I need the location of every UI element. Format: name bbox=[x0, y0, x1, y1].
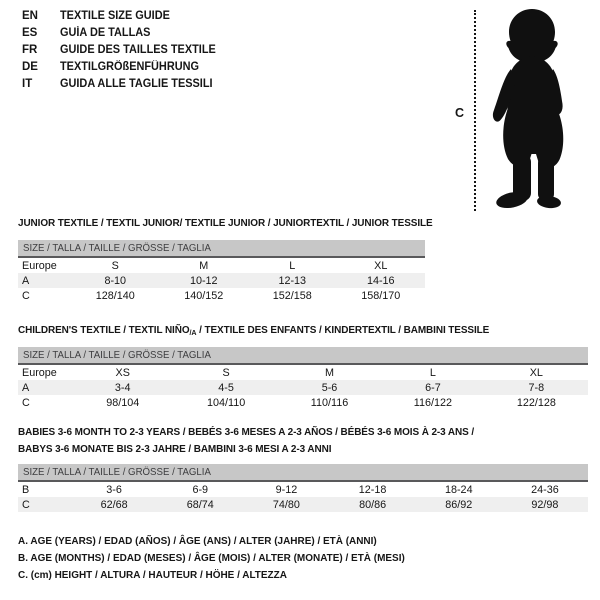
note-age-years: A. AGE (YEARS) / EDAD (AÑOS) / ÂGE (ANS) / ALTER (JAHRE) / ETÀ (ANNI) bbox=[18, 535, 377, 547]
size-cell: L bbox=[289, 259, 296, 272]
children-table-title bbox=[18, 324, 489, 337]
height-measure-label: C bbox=[455, 106, 465, 120]
language-title: TEXTILE SIZE GUIDE bbox=[60, 9, 170, 22]
size-header-bar bbox=[18, 240, 425, 258]
value-cell: 158/170 bbox=[361, 289, 401, 302]
language-title: GUIDE DES TAILLES TEXTILE bbox=[60, 43, 216, 56]
children-title-pre: CHILDREN'S TEXTILE / TEXTIL NIÑO bbox=[18, 324, 190, 336]
value-cell: 10-12 bbox=[189, 274, 218, 287]
table-row-height bbox=[18, 288, 425, 303]
value-cell: 4-5 bbox=[218, 381, 234, 394]
junior-table-title: JUNIOR TEXTILE / TEXTIL JUNIOR/ TEXTILE JUNIOR / JUNIORTEXTIL / JUNIOR TESSILE bbox=[18, 217, 433, 229]
children-title-post: / TEXTILE DES ENFANTS / KINDERTEXTIL / BAMBINI TESSILE bbox=[196, 324, 490, 336]
language-title: TEXTILGRÖßENFÜHRUNG bbox=[60, 60, 199, 73]
value-cell: 14-16 bbox=[366, 274, 395, 287]
size-cell: S bbox=[111, 259, 119, 272]
value-cell: 12-13 bbox=[278, 274, 307, 287]
note-height-cm: C. (cm) HEIGHT / ALTURA / HAUTEUR / HÖHE / ALTEZZA bbox=[18, 569, 287, 581]
value-cell: 104/110 bbox=[206, 396, 246, 409]
size-cell: XL bbox=[529, 366, 543, 379]
value-cell: 5-6 bbox=[321, 381, 338, 394]
value-cell: 9-12 bbox=[275, 483, 298, 496]
junior-size-table bbox=[18, 240, 425, 303]
row-label: C bbox=[22, 498, 30, 511]
language-row-it bbox=[22, 75, 224, 92]
row-label: A bbox=[22, 274, 30, 287]
note-age-months: B. AGE (MONTHS) / EDAD (MESES) / ÂGE (MOIS) / ALTER (MONATE) / ETÀ (MESI) bbox=[18, 552, 405, 564]
language-code: FR bbox=[22, 43, 38, 56]
language-row-es bbox=[22, 24, 224, 41]
babies-size-table bbox=[18, 464, 588, 512]
language-code: DE bbox=[22, 60, 38, 73]
value-cell: 3-6 bbox=[106, 483, 122, 496]
height-measure-line bbox=[474, 10, 476, 211]
value-cell: 6-9 bbox=[192, 483, 209, 496]
table-row-months bbox=[18, 482, 588, 497]
size-cell: XL bbox=[374, 259, 388, 272]
size-cell: L bbox=[429, 366, 436, 379]
size-cell: M bbox=[199, 259, 209, 272]
size-header-bar bbox=[18, 347, 588, 365]
value-cell: 6-7 bbox=[425, 381, 441, 394]
table-row-sizes bbox=[18, 258, 425, 273]
language-title: GUÍA DE TALLAS bbox=[60, 26, 151, 39]
value-cell: 7-8 bbox=[528, 381, 545, 394]
babies-table-title bbox=[18, 424, 474, 458]
language-list bbox=[22, 7, 224, 92]
value-cell: 68/74 bbox=[186, 498, 214, 511]
table-row-height bbox=[18, 395, 588, 410]
legend-notes bbox=[18, 533, 425, 584]
region-label: Europe bbox=[22, 259, 57, 272]
size-cell: XS bbox=[115, 366, 130, 379]
value-cell: 3-4 bbox=[114, 381, 131, 394]
value-cell: 62/68 bbox=[100, 498, 128, 511]
value-cell: 86/92 bbox=[445, 498, 473, 511]
table-row-height bbox=[18, 497, 588, 512]
value-cell: 12-18 bbox=[358, 483, 387, 496]
value-cell: 92/98 bbox=[531, 498, 559, 511]
size-header-label: SIZE / TALLA / TAILLE / GRÖSSE / TAGLIA bbox=[23, 466, 211, 478]
row-label: C bbox=[22, 289, 30, 302]
value-cell: 110/116 bbox=[310, 396, 349, 409]
table-row-age bbox=[18, 380, 588, 395]
value-cell: 122/128 bbox=[516, 396, 556, 409]
children-size-table bbox=[18, 347, 588, 410]
size-header-label: SIZE / TALLA / TAILLE / GRÖSSE / TAGLIA bbox=[23, 349, 211, 361]
language-code: ES bbox=[22, 26, 38, 39]
language-code: IT bbox=[22, 77, 33, 90]
size-header-bar bbox=[18, 464, 588, 482]
value-cell: 98/104 bbox=[106, 396, 140, 409]
language-title: GUIDA ALLE TAGLIE TESSILI bbox=[60, 77, 213, 90]
row-label: C bbox=[22, 396, 30, 409]
value-cell: 152/158 bbox=[272, 289, 312, 302]
table-row-age bbox=[18, 273, 425, 288]
value-cell: 8-10 bbox=[104, 274, 127, 287]
value-cell: 140/152 bbox=[184, 289, 224, 302]
language-code: EN bbox=[22, 9, 38, 22]
children-title-sub: /A bbox=[189, 328, 197, 337]
size-cell: S bbox=[222, 366, 230, 379]
value-cell: 18-24 bbox=[444, 483, 473, 496]
size-header-label: SIZE / TALLA / TAILLE / GRÖSSE / TAGLIA bbox=[23, 242, 211, 254]
value-cell: 74/80 bbox=[272, 498, 300, 511]
row-label: A bbox=[22, 381, 30, 394]
language-row-en bbox=[22, 7, 224, 24]
language-row-fr bbox=[22, 41, 224, 58]
table-row-sizes bbox=[18, 365, 588, 380]
row-label: B bbox=[22, 483, 30, 496]
language-row-de bbox=[22, 58, 224, 75]
value-cell: 116/122 bbox=[413, 396, 453, 409]
babies-title-line2: BABYS 3-6 MONATE BIS 2-3 JAHRE / BAMBINI 3-6 MESI A 2-3 ANNI bbox=[18, 443, 332, 455]
value-cell: 24-36 bbox=[531, 483, 559, 496]
region-label: Europe bbox=[22, 366, 57, 379]
value-cell: 128/140 bbox=[95, 289, 135, 302]
babies-title-line1: BABIES 3-6 MONTH TO 2-3 YEARS / BEBÉS 3-6 MESES A 2-3 AÑOS / BÉBÉS 3-6 MOIS À 2-3 ANS / bbox=[18, 426, 475, 438]
size-cell: M bbox=[325, 366, 335, 379]
toddler-silhouette-icon bbox=[486, 7, 578, 211]
value-cell: 80/86 bbox=[359, 498, 387, 511]
